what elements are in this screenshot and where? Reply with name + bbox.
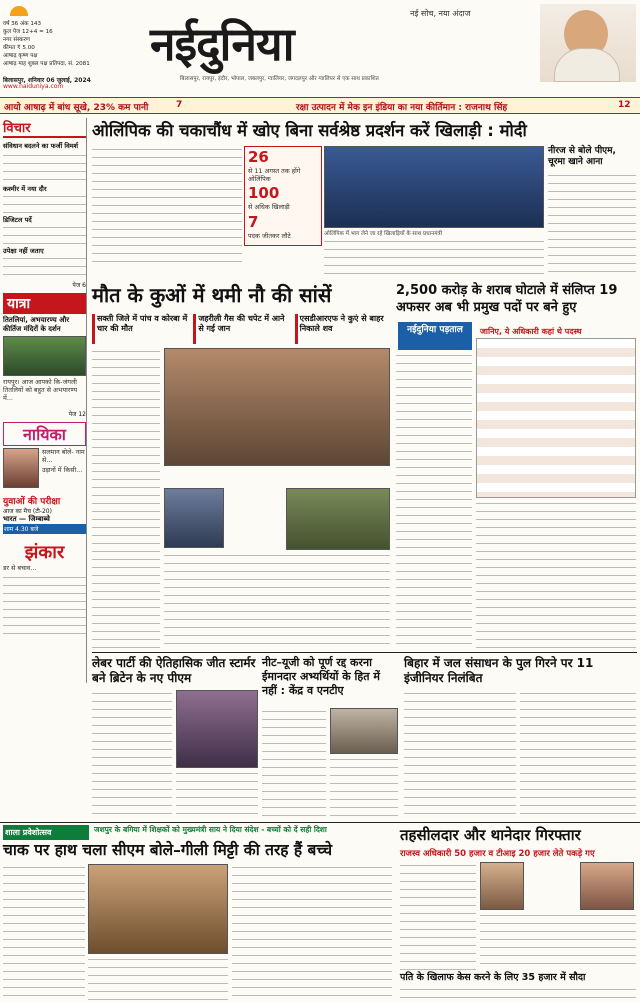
- vichar-item[interactable]: संविधान बदलने का फर्जी विमर्श: [3, 142, 79, 150]
- yatra-photo: [3, 336, 86, 376]
- sub-heads: [92, 314, 392, 344]
- scam-story-text: [476, 500, 636, 648]
- pm-quote[interactable]: नीरज से बोले पीएम, चूरमा खाने आना: [548, 146, 616, 167]
- minister-photo: [540, 4, 636, 82]
- nayika-header: नायिका: [3, 422, 86, 446]
- scam-headline[interactable]: 2,500 करोड़ के शराब घोटाले में संलिप्त 19 अफसर अब भी प्रमुख पदों पर बने हुए: [396, 283, 618, 315]
- olympic-number-text: पदक जीतकर लौटे: [248, 232, 291, 240]
- well-photo: [164, 348, 390, 466]
- edition-info: [3, 20, 123, 68]
- nayika-photo: [3, 448, 39, 488]
- cities-line: बिलासपुर, रायपुर, इंदौर, भोपाल, जबलपुर, ग्वालियर, जगदलपुर और ग्वालियर से एक साथ प्रकाशित: [180, 76, 379, 82]
- vichar-item[interactable]: कश्मीर में नया दौर: [3, 185, 47, 193]
- vichar-header: विचार: [3, 118, 86, 138]
- tehsil-story-text: [400, 862, 476, 970]
- masthead: [0, 0, 640, 96]
- olympic-number: 7: [248, 213, 259, 231]
- olympic-story-text: [92, 146, 242, 266]
- shala-label: शाला प्रवेशोत्सव: [3, 825, 89, 840]
- divider: [0, 822, 640, 823]
- divider: [92, 652, 637, 653]
- bihar-story-text: [404, 690, 516, 818]
- top-strip: [0, 97, 640, 114]
- neet-story-text: [330, 756, 398, 818]
- well-photo-small: [164, 488, 224, 548]
- tehsil-photo: [580, 862, 634, 910]
- chak-headline[interactable]: चाक पर हाथ चला सीएम बोले–गीली मिट्टी की तरह हैं बच्चे: [3, 841, 333, 859]
- top-strip-page: 7: [176, 100, 183, 110]
- olympic-caption: ओलिंपिक में भाग लेने जा रहे खिलाड़ियों के साथ प्रधानमंत्री: [324, 231, 443, 237]
- yatra-text: रायपुर। आज आपको कि-जंगली तितलियों को बहुत से अभयारण्य में...: [3, 378, 78, 403]
- well-story-text: [92, 348, 160, 648]
- tehsil-story-text: [480, 912, 636, 970]
- edition-line: आषाढ़ कृष्ण पक्ष: [3, 53, 38, 59]
- sub-head: सक्ती जिले में पांच व कोरबा में चार की मौत: [92, 314, 189, 344]
- vichar-text: [3, 255, 86, 281]
- nayika-item[interactable]: उड़ानों में किसी...: [42, 466, 83, 474]
- sub-head: जहरीली गैस की चपेट में आने से गई जान: [193, 314, 290, 344]
- chak-photo: [88, 864, 228, 954]
- bottom-right-text: [400, 986, 636, 1002]
- vichar-text: [3, 193, 86, 215]
- sub-head: एसडीआरएफ ने कुएं से बाहर निकाले शव: [295, 314, 392, 344]
- edition-line: नगर संस्करण: [3, 37, 30, 43]
- tehsil-headline[interactable]: तहसीलदार और थानेदार गिरफ्तार: [400, 826, 581, 844]
- vichar-page: पेज 6: [72, 282, 86, 289]
- edition-line: आषाढ़ माह शुक्ल पक्ष प्रतिपदा, सं. 2081: [3, 61, 90, 67]
- website[interactable]: www.naiduniya.com: [3, 83, 64, 90]
- olympic-number-text: से अधिक खिलाड़ी: [248, 203, 290, 211]
- yuvaon-line: शाम 4.30 बजे: [3, 524, 86, 534]
- bottom-right-headline[interactable]: पति के खिलाफ केस करने के लिए 35 हजार में सौदा: [400, 972, 586, 983]
- chak-story-text: [232, 864, 392, 1000]
- bihar-headline[interactable]: बिहार में जल संसाधन के पुल गिरने पर 11 इंजीनियर निलंबित: [404, 656, 594, 685]
- olympic-photo: [324, 146, 544, 228]
- top-strip-item[interactable]: आयो आषाढ़ में बांध सूखे, 23% कम पानी: [4, 103, 149, 113]
- tehsil-photo: [480, 862, 524, 910]
- tagline: नई सोच, नया अंदाज: [410, 9, 471, 18]
- bihar-story-text: [520, 690, 636, 818]
- scam-table-title: जानिए, ये अधिकारी कहां थे पदस्थ: [480, 327, 582, 336]
- olympic-number-text: से 11 अगस्त तक होंगे ओलिंपिक: [248, 167, 301, 183]
- scam-story-text: [396, 352, 472, 648]
- chak-story-text: [3, 864, 85, 1000]
- yatra-subhead: तितलियां, अभयारण्य और कीर्तिज मंदिरों के दर्शन: [3, 316, 70, 333]
- tehsil-subhead: राजस्व अधिकारी 50 हजार व टीआइ 20 हजार लेते पकड़े गए: [400, 849, 595, 859]
- vichar-text: [3, 224, 86, 246]
- jhankar-body: [3, 574, 86, 634]
- olympic-story-text: [324, 238, 544, 276]
- jhankar-header: झंकार: [24, 542, 65, 563]
- vichar-item[interactable]: डिजिटल पर्दे: [3, 216, 32, 224]
- top-strip-item[interactable]: रक्षा उत्पादन में मेक इन इंडिया का नया कीर्तिमान : राजनाथ सिंह: [296, 103, 508, 113]
- yuvaon-line: भारत — जिम्बाब्वे: [3, 515, 50, 523]
- neet-headline[interactable]: नीट–यूजी को पूर्ण रद्द करना ईमानदार अभ्यर्थियों के हित में नहीं : केंद्र व एनटीए: [262, 656, 380, 697]
- edition-line: कुल पेज 12+4 = 16: [3, 29, 53, 35]
- second-headline[interactable]: मौत के कुओं में थमी नौ की सांसें: [92, 283, 332, 307]
- olympic-number: 26: [248, 148, 269, 166]
- jhankar-text: डर से बचाव...: [3, 564, 37, 572]
- vichar-text: [3, 152, 86, 182]
- well-photo-2: [286, 488, 390, 550]
- logo: नईदुनिया: [150, 17, 294, 71]
- yatra-header: यात्रा: [3, 293, 86, 314]
- neet-story-text: [262, 708, 326, 818]
- pm-quote-text: [548, 172, 636, 276]
- yuvaon-header: युवाओं की परीक्षा: [3, 497, 61, 507]
- labour-story-text: [176, 770, 258, 818]
- labour-photo: [176, 690, 258, 768]
- chak-story-text: [88, 956, 228, 1000]
- vichar-item[interactable]: उपेक्षा नहीं जताए: [3, 247, 44, 255]
- labour-story-text: [92, 690, 172, 818]
- labour-headline[interactable]: लेबर पार्टी की ऐतिहासिक जीत स्टार्मर बने ब्रिटेन के नए पीएम: [92, 656, 256, 685]
- yuvaon-line: आज का मैच (टी-20): [3, 508, 52, 515]
- edition-line: कीमत ₹ 5.00: [3, 45, 35, 51]
- olympic-number: 100: [248, 184, 280, 202]
- left-column: [3, 118, 87, 683]
- nayika-item[interactable]: सलमान बोले- नाम से...: [42, 448, 85, 465]
- yatra-page: पेज 12: [68, 411, 86, 418]
- scam-table: [476, 338, 636, 498]
- well-story-text: [164, 552, 390, 648]
- padtal-badge: नईदुनिया पड़ताल: [398, 322, 472, 350]
- top-strip-page: 12: [618, 100, 631, 110]
- olympic-box: [244, 146, 322, 246]
- jashpur-line: जशपुर के बगिया में शिक्षकों को मुख्यमंत्री साय ने दिया संदेश - बच्चों को दें सही दिशा: [94, 825, 327, 834]
- date-bar: बिलासपुर, शनिवार 06 जुलाई, 2024: [3, 77, 91, 84]
- sun-icon: [10, 6, 28, 16]
- neet-photo: [330, 708, 398, 754]
- main-headline[interactable]: ओलिंपिक की चकाचौंध में खोए बिना सर्वश्रेष्ठ प्रदर्शन करें खिलाड़ी : मोदी: [92, 121, 527, 140]
- edition-line: वर्ष 36 अंक 143: [3, 21, 42, 27]
